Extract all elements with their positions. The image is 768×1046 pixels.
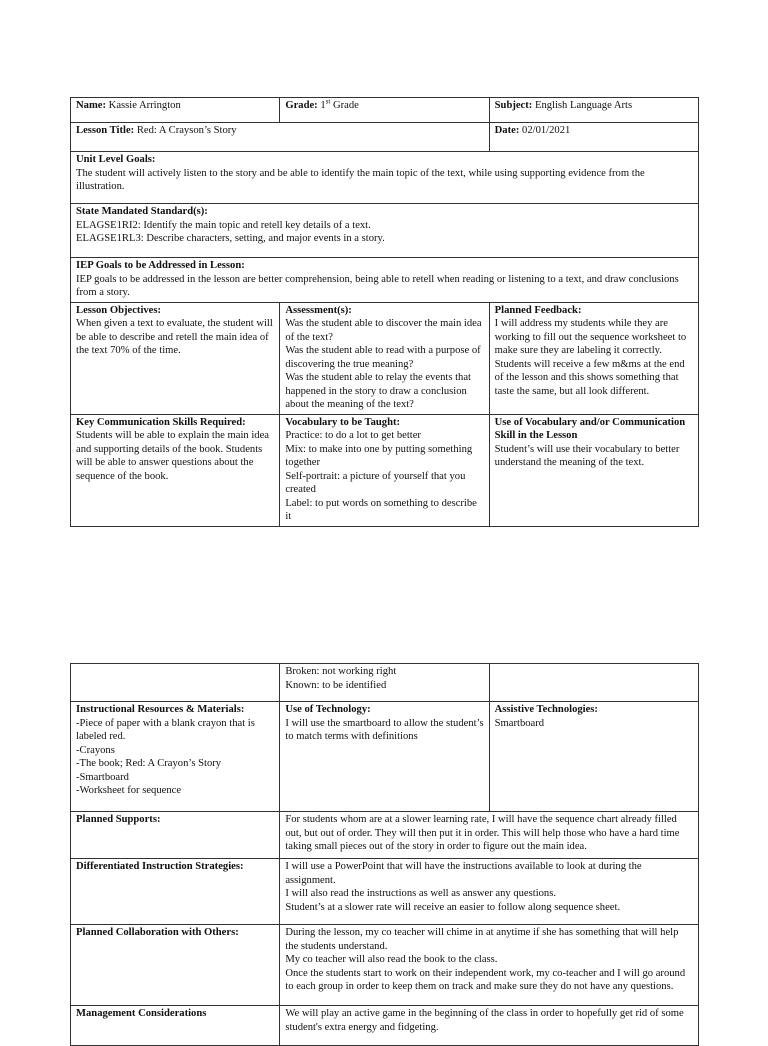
lesson-plan-table-page-2 [70,663,699,1046]
lesson-title-value: Red: A Crayson’s Story [136,125,237,136]
resources-text: -Piece of paper with a blank crayon that is labeled red. -Crayons -The book; Red: A Crayon’s Story -Smartboard -Worksheet for sequence [76,717,255,796]
date-label: Date: [494,125,520,136]
grade-text: Grade [330,100,359,111]
collaboration-text: During the lesson, my co teacher will chime in at anytime if she has something that will help the students understand. My co teacher will also read the book to the class. Once the students start to work on their independent work, my co-teacher and I will go around to each group in order to keep them on track and make sure they do not have any questions. [285,927,686,992]
assessment-cell [280,302,489,414]
vocabulary-text: Practice: to do a lot to get better Mix: to make into one by putting something together Self-portrait: a picture of yourself that you created Label: to put words on something to describe it [285,430,477,522]
objectives-label: Lesson Objectives: [76,304,162,316]
date-value: 02/01/2021 [522,125,571,136]
management-text: We will play an active game in the beginning of the class in order to hopefully get rid of some student's extra energy and fidgeting. [285,1008,684,1033]
objectives-text: When given a text to evaluate, the student will be able to describe and retell the main idea of the text 70% of the time. [76,318,273,356]
management-cell [280,1006,699,1046]
unit-goals-text: The student will actively listen to the story and be able to identify the main topic of the text, while using supporting evidence from the illustration. [76,167,645,192]
standards-text: ELAGSE1RI2: Identify the main topic and retell key details of a text. ELAGSE1RL3: Describe characters, setting, and major events in a story. [76,219,385,244]
planned-supports-label-cell [71,812,280,859]
differentiated-instruction-cell [280,859,699,925]
iep-goals-label: IEP Goals to be Addressed in Lesson: [76,260,245,271]
grade-cell [280,98,489,123]
vocabulary-label: Vocabulary to be Taught: [285,416,401,428]
standards-label: State Mandated Standard(s): [76,206,208,217]
date-cell [489,123,698,152]
use-of-vocabulary-text: Student’s will use their vocabulary to better understand the meaning of the text. [494,443,680,468]
iep-goals-cell [71,258,699,303]
differentiated-instruction-text: I will use a PowerPoint that will have the instructions available to look at during the assignment. I will also read the instructions as well as answer any questions. Student’s at a slower rate will receive an easier to follow along sequence sheet. [285,861,642,913]
assessment-label: Assessment(s): [285,304,352,316]
name-label: Name: [76,100,107,111]
communication-skills-cell [71,414,280,526]
differentiated-instruction-label-cell [71,859,280,925]
grade-suffix: st [325,97,331,106]
communication-skills-label: Key Communication Skills Required: [76,416,246,428]
assessment-text: Was the student able to discover the main idea of the text? Was the student able to read with a purpose of discovering the true meaning? Was the student able to relay the events that happened in the story to draw a conclusion about the meaning of the text? [285,318,482,410]
use-of-vocabulary-cell [489,414,698,526]
vocabulary-continued-cell [280,664,489,702]
unit-goals-label: Unit Level Goals: [76,154,156,165]
unit-goals-cell [71,152,699,204]
feedback-cell [489,302,698,414]
collaboration-cell [280,925,699,1006]
resources-cell [71,702,280,812]
planned-supports-cell [280,812,699,859]
technology-label: Use of Technology: [285,704,371,715]
grade-number: 1 [320,100,326,111]
lesson-title-label: Lesson Title: [76,125,135,136]
vocabulary-cell [280,414,489,526]
assistive-technologies-text: Smartboard [494,717,545,729]
feedback-text: I will address my students while they are working to fill out the sequence worksheet to make sure they are labeling it correctly. Students will receive a few m&ms at the end of the lesson and this shows something that taste the same, but all look different. [494,318,687,397]
subject-value: English Language Arts [534,100,633,111]
objectives-cell [71,302,280,414]
technology-cell [280,702,489,812]
technology-text: I will use the smartboard to allow the student’s to match terms with definitions [285,717,484,742]
grade-label: Grade: [285,100,318,111]
subject-cell [489,98,698,123]
assistive-technologies-cell [489,702,698,812]
management-label-cell [71,1006,280,1046]
resources-label: Instructional Resources & Materials: [76,704,245,715]
name-cell [71,98,280,123]
collaboration-label: Planned Collaboration with Others: [76,927,239,938]
vocabulary-continued-text: Broken: not working right Known: to be identified [285,666,397,691]
name-value: Kassie Arrington [108,100,181,111]
lesson-title-cell [71,123,490,152]
communication-skills-text: Students will be able to explain the main idea and supporting details of the book. Students will be able to answer questions about the sequence of the book. [76,430,269,482]
assistive-technologies-label: Assistive Technologies: [494,704,598,715]
continued-empty-cell-right [489,664,698,702]
subject-label: Subject: [494,100,533,111]
collaboration-label-cell [71,925,280,1006]
differentiated-instruction-label: Differentiated Instruction Strategies: [76,861,244,872]
iep-goals-text: IEP goals to be addressed in the lesson are better comprehension, being able to retell when reading or listening to a text, and draw conclusions from a story. [76,273,679,298]
feedback-label: Planned Feedback: [494,304,582,316]
management-label: Management Considerations [76,1008,207,1019]
use-of-vocabulary-label: Use of Vocabulary and/or Communication Skill in the Lesson [494,416,686,441]
planned-supports-text: For students whom are at a slower learning rate, I will have the sequence chart already filled out, but out of order. They will then put it in order. This will help those who have a hard time taking small pieces out of the story in order to figure out the main idea. [285,814,680,852]
lesson-plan-table-page-1 [70,97,699,527]
standards-cell [71,204,699,258]
planned-supports-label: Planned Supports: [76,814,161,825]
continued-empty-cell-left [71,664,280,702]
